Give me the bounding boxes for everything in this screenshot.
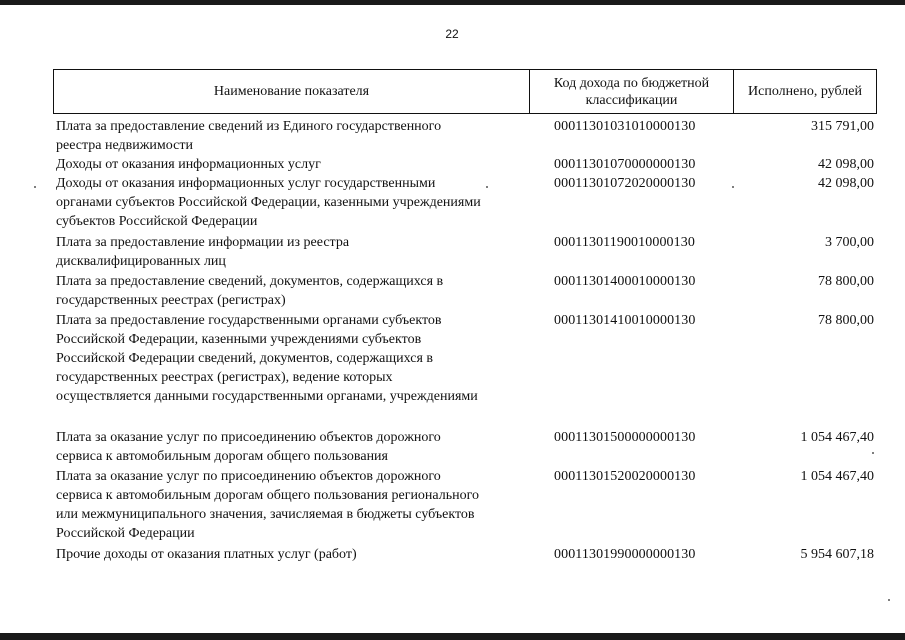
row-name: Доходы от оказания информационных услуг: [56, 157, 321, 172]
row-code: 00011301500000000130: [554, 430, 696, 445]
row-code: 00011301190010000130: [554, 235, 695, 250]
row-name: Плата за предоставление государственными органами субъектов Российской Федерации, казенными учреждениями субъектов Российской Федерации сведений, документов, содержащихся в государственных реестрах (регистрах), ведение которых осуществляется данными государственными органами, учреждениями: [56, 313, 478, 404]
row-code: 00011301990000000130: [554, 547, 696, 562]
header-code: Код дохода по бюджетной классификации: [530, 70, 734, 113]
row-amount: 78 800,00: [818, 274, 874, 289]
row-amount: 3 700,00: [825, 235, 874, 250]
table-header: [53, 69, 877, 114]
row-code: 00011301031010000130: [554, 119, 696, 134]
scan-speck: [34, 186, 36, 188]
row-amount: 42 098,00: [818, 157, 874, 172]
scan-speck: [732, 186, 734, 188]
row-name: Плата за оказание услуг по присоединению объектов дорожного сервиса к автомобильным дорогам общего пользования: [56, 430, 441, 464]
row-code: 00011301072020000130: [554, 176, 696, 191]
row-name: Прочие доходы от оказания платных услуг (работ): [56, 547, 357, 562]
row-name: Плата за предоставление сведений, документов, содержащихся в государственных реестрах (регистрах): [56, 274, 444, 308]
row-amount: 42 098,00: [818, 176, 874, 191]
row-code: 00011301520020000130: [554, 469, 696, 484]
row-amount: 1 054 467,40: [800, 430, 874, 445]
row-amount: 78 800,00: [818, 313, 874, 328]
row-name: Плата за предоставление информации из реестра дисквалифицированных лиц: [56, 235, 350, 269]
row-amount: 315 791,00: [811, 119, 874, 134]
page-number: 22: [445, 27, 459, 41]
row-name: Плата за оказание услуг по присоединению объектов дорожного сервиса к автомобильным дорогам общего пользования регионального или межмуниципального значения, зачисляемая в бюджеты субъектов Российской Федерации: [56, 469, 480, 541]
row-amount: 5 954 607,18: [800, 547, 874, 562]
row-amount: 1 054 467,40: [800, 469, 874, 484]
row-code: 00011301400010000130: [554, 274, 696, 289]
scan-edge-bottom: [0, 633, 905, 640]
row-code: 00011301410010000130: [554, 313, 696, 328]
scan-edge-top: [0, 0, 905, 5]
row-name: Доходы от оказания информационных услуг государственными органами субъектов Российской Федерации, казенными учреждениями субъектов Российской Федерации: [56, 176, 481, 229]
scan-speck: [888, 599, 890, 601]
scan-speck: [872, 452, 874, 454]
header-amount: Исполнено, рублей: [748, 84, 862, 99]
row-code: 00011301070000000130: [554, 157, 696, 172]
scan-speck: [486, 186, 488, 188]
row-name: Плата за предоставление сведений из Единого государственного реестра недвижимости: [56, 119, 442, 153]
header-name: Наименование показателя: [54, 70, 530, 113]
